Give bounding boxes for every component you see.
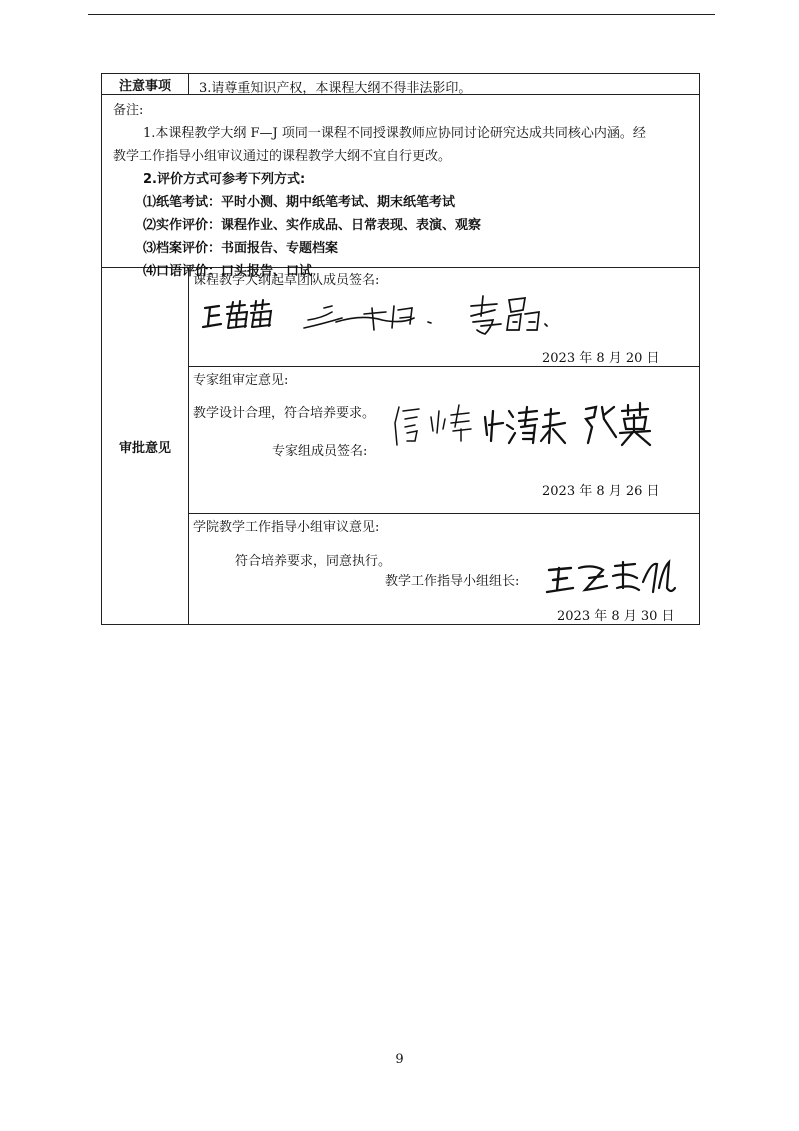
expert-opinion: 教学设计合理，符合培养要求。	[193, 406, 376, 421]
method-item: ⑵实作评价：课程作业、实作成品、日常表现、表演、观察	[143, 218, 482, 233]
notice-text: 3.请尊重知识产权，本课程大纲不得非法影印。	[199, 81, 472, 96]
methods-title: 2.评价方式可参考下列方式:	[143, 172, 306, 187]
approval-row-college	[102, 514, 700, 625]
remarks-line-2: 教学工作指导小组审议通过的课程教学大纲不宜自行更改。	[113, 149, 452, 164]
remarks-line-1: 1.本课程教学大纲 F—J 项同一课程不同授课教师应协同讨论研究达成共同核心内涵。经	[143, 126, 646, 141]
college-cell	[189, 514, 700, 625]
page-number: 9	[395, 1052, 404, 1067]
expert-cell	[189, 367, 700, 514]
signature-expert-3	[582, 401, 654, 449]
method-item: ⑴纸笔考试：平时小测、期中纸笔考试、期末纸笔考试	[143, 195, 456, 210]
expert-title: 专家组审定意见:	[193, 373, 289, 388]
signature-expert-1	[389, 401, 475, 449]
college-opinion: 符合培养要求，同意执行。	[235, 554, 392, 569]
signature-college	[543, 558, 677, 598]
signature-drafting-2	[302, 298, 452, 338]
notice-label: 注意事项	[102, 74, 189, 95]
college-date: 2023 年 8 月 30 日	[557, 609, 675, 624]
college-sign-label: 教学工作指导小组组长:	[385, 574, 520, 589]
college-title: 学院教学工作指导小组审议意见:	[193, 520, 380, 535]
notice-cell	[189, 74, 700, 95]
drafting-cell	[189, 268, 700, 367]
signature-drafting-3	[465, 294, 557, 338]
notice-row	[102, 74, 700, 95]
drafting-date: 2023 年 8 月 20 日	[542, 351, 660, 366]
remarks-cell	[102, 95, 700, 279]
method-item: ⑷口语评价：口头报告、口试	[143, 264, 313, 279]
approval-row-expert	[102, 367, 700, 514]
remarks-heading: 备注:	[113, 103, 144, 118]
approval-form-table	[101, 73, 700, 625]
remarks-row	[102, 95, 700, 268]
header-rule	[88, 14, 715, 15]
approval-label: 审批意见	[102, 268, 189, 625]
method-item: ⑶档案评价：书面报告、专题档案	[143, 241, 339, 256]
approval-row-drafting	[102, 268, 700, 367]
signature-expert-2	[479, 403, 575, 449]
signature-drafting-1	[201, 298, 275, 332]
drafting-title: 课程教学大纲起草团队成员签名:	[193, 273, 380, 288]
expert-sign-label: 专家组成员签名:	[272, 444, 368, 459]
expert-date: 2023 年 8 月 26 日	[542, 484, 660, 499]
